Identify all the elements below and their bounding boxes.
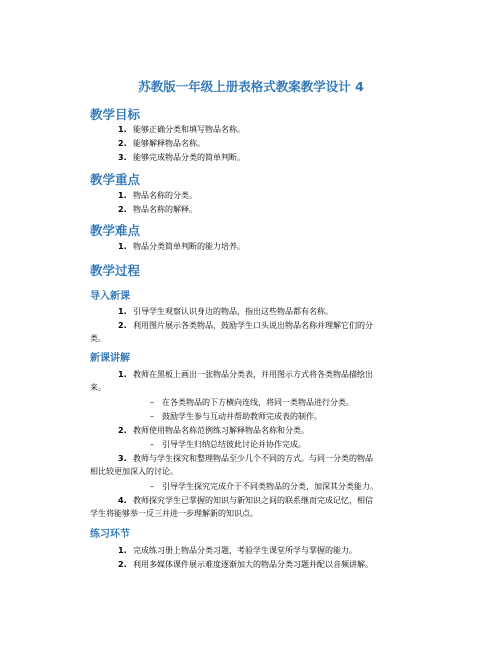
intro-item-1-number: 1.	[118, 307, 127, 316]
subheading-practice: 练习环节	[90, 529, 130, 540]
lecture-sub-3-dash: –	[150, 440, 154, 449]
practice-item-1-number: 1.	[118, 546, 127, 555]
lecture-item-3-line-1: 教师与学生探究和整理物品至少几个不同的方式。与同一分类的物品	[133, 454, 373, 463]
subheading-lecture: 新课讲解	[90, 353, 130, 364]
lecture-sub-3: 引导学生归纳总结彼此讨论并协作完成。	[162, 440, 306, 449]
lecture-sub-1: 在各类物品的下方横向连线，将同一类物品进行分类。	[162, 398, 354, 407]
lecture-item-1-number: 1.	[118, 370, 127, 379]
lecture-item-4-line-1: 教师探究学生已掌握的知识与新知识之间的联系继而完成记忆，相信	[133, 496, 373, 505]
goals-item-2-number: 2.	[118, 139, 127, 148]
goals-item-1: 能够正确分类和填写物品名称。	[133, 125, 245, 134]
key-points-item-1: 物品名称的分类。	[133, 191, 197, 200]
heading-key-points: 教学重点	[90, 172, 141, 187]
key-points-item-2: 物品名称的解释。	[133, 205, 197, 214]
lecture-item-1-line-2: 来。	[90, 383, 106, 392]
lecture-item-3-line-2: 相比较更加深入的讨论。	[90, 467, 178, 476]
key-points-item-2-number: 2.	[118, 205, 127, 214]
lecture-sub-2-dash: –	[150, 412, 154, 421]
lecture-item-2-number: 2.	[118, 426, 127, 435]
intro-item-1: 引导学生观察认识身边的物品，指出这些物品都有名称。	[133, 307, 333, 316]
lecture-item-4-line-2: 学生将能够举一反三并进一步理解新的知识点。	[90, 509, 258, 518]
lecture-item-1-line-1: 教师在黑板上画出一张物品分类表，并用图示方式将各类物品描绘出	[133, 370, 373, 379]
goals-item-3-number: 3.	[118, 153, 127, 162]
lecture-sub-4: 引导学生探究完成介于不同类物品的分类，加深其分类能力。	[162, 482, 378, 491]
heading-process: 教学过程	[90, 263, 141, 278]
heading-difficulties: 教学难点	[90, 223, 141, 238]
difficulties-item-1-number: 1.	[118, 242, 127, 251]
lecture-item-2: 教师使用物品名称范例练习解释物品名称和分类。	[133, 426, 309, 435]
lecture-item-4-number: 4.	[118, 496, 127, 505]
practice-item-2: 利用多媒体课件展示难度逐渐加大的物品分类习题并配以音频讲解。	[133, 560, 373, 569]
practice-item-1: 完成练习册上物品分类习题，考验学生课堂所学与掌握的能力。	[133, 546, 357, 555]
lecture-item-3-number: 3.	[118, 454, 127, 463]
subheading-intro: 导入新课	[90, 291, 130, 302]
key-points-item-1-number: 1.	[118, 191, 127, 200]
page-title: 苏教版一年级上册表格式教案教学设计 4	[138, 79, 364, 94]
practice-item-2-number: 2.	[118, 560, 127, 569]
difficulties-item-1: 物品分类简单判断的能力培养。	[133, 242, 245, 251]
intro-item-2-line-1: 利用图片展示各类物品，鼓励学生口头说出物品名称并理解它们的分	[133, 321, 373, 330]
goals-item-3: 能够完成物品分类的简单判断。	[133, 153, 245, 162]
lecture-sub-4-dash: –	[150, 482, 154, 491]
intro-item-2-number: 2.	[118, 321, 127, 330]
lecture-sub-1-dash: –	[150, 398, 154, 407]
intro-item-2-line-2: 类。	[90, 334, 106, 343]
lecture-sub-2: 鼓励学生参与互动并帮助教师完成表的制作。	[162, 412, 322, 421]
goals-item-2: 能够解释物品名称。	[133, 139, 205, 148]
goals-item-1-number: 1.	[118, 125, 127, 134]
heading-goals: 教学目标	[90, 107, 141, 122]
